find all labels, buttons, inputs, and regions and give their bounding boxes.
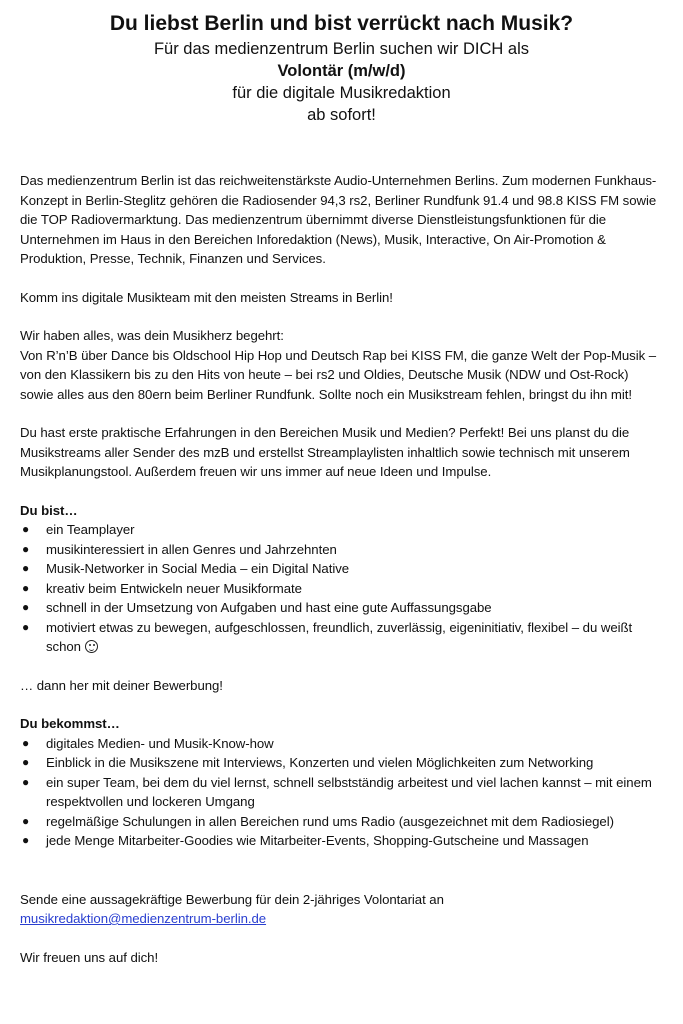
music-paragraph [20,326,663,404]
list-item-text: Musik-Networker in Social Media – ein Digital Native [46,561,350,576]
bullet-icon: ● [22,735,30,750]
list-item [20,579,663,599]
du-bist-heading: Du bist… [20,502,78,518]
signoff: Wir freuen uns auf dich! [20,949,159,965]
email-link[interactable]: musikredaktion@medienzentrum-berlin.de [20,911,267,926]
list-item [20,520,663,540]
du-bekommst-list [20,734,663,851]
bullet-icon: ● [22,833,30,847]
subtitle-line-3: für die digitale Musikredaktion [232,84,451,102]
list-item-text: schnell in der Umsetzung von Aufgaben und hast eine gute Auffassungsgabe [46,600,492,615]
bullet-icon: ● [22,580,30,595]
list-item-text: digitales Medien- und Musik-Know-how [46,735,274,751]
page-title: Du liebst Berlin und bist verrückt nach Musik? [109,12,574,35]
application-text: Sende eine aussagekräftige Bewerbung für dein 2-jähriges Volontariat an [20,891,444,907]
list-item-text: ein super Team, bei dem du viel lernst, schnell selbstständig arbeitest und viel lachen kannst – mit einem respektvollen und lockeren Umgang [46,774,652,809]
list-item [20,812,663,832]
posting-header [20,10,663,126]
winking-smiley-icon [85,640,98,653]
posting-body [20,171,663,967]
spacer [20,870,663,890]
bullet-icon: ● [22,619,30,634]
experience-paragraph: Du hast erste praktische Erfahrungen in den Bereichen Musik und Medien? Perfekt! Bei uns planst du die Musikstreams aller Sender des mzB und erstellst Streamplaylisten inhaltlich sowie technisch mit unserem Musikplanungstool. Außerdem freuen wir uns immer auf neue Ideen und Impulse. [20,425,630,479]
list-item [20,559,663,579]
list-item [20,831,663,851]
bullet-icon: ● [22,813,30,828]
list-item-text: ein Teamplayer [46,522,135,537]
music-paragraph-line-2: Von R’n’B über Dance bis Oldschool Hip Hop und Deutsch Rap bei KISS FM, die ganze Welt der Pop-Musik – von den Klassikern bis zu den Hits von heute – bei rs2 und Oldies, Deutsche Musik (NDW und Ost-Rock) sowie alles aus den 80ern beim Berliner Rundfunk. Sollte noch ein Musikstream fehlen, bringst du ihn mit! [20,347,657,402]
subtitle-line-4: ab sofort! [307,106,376,124]
bullet-icon: ● [22,774,30,789]
bullet-icon: ● [22,522,30,536]
list-item [20,598,663,618]
call-to-action: … dann her mit deiner Bewerbung! [20,677,223,693]
du-bekommst-heading: Du bekommst… [20,716,120,731]
music-paragraph-line-1: Wir haben alles, was dein Musikherz begehrt: [20,328,284,343]
list-item-text: jede Menge Mitarbeiter-Goodies wie Mitarbeiter-Events, Shopping-Gutscheine und Massagen [46,833,589,848]
subtitle-line-1: Für das medienzentrum Berlin suchen wir DICH als [153,40,530,58]
list-item-text: kreativ beim Entwickeln neuer Musikformate [46,580,302,596]
list-item-text: motiviert etwas zu bewegen, aufgeschlossen, freundlich, zuverlässig, eigeninitiativ, flexibel – du weißt schon [46,619,633,654]
list-item [20,753,663,773]
list-item-text: Einblick in die Musikszene mit Interviews, Konzerten und vielen Möglichkeiten zum Networking [46,755,594,770]
bullet-icon: ● [22,561,30,575]
spacer [20,126,663,171]
list-item [20,734,663,754]
list-item [20,618,663,657]
team-paragraph: Komm ins digitale Musikteam mit den meisten Streams in Berlin! [20,289,393,305]
list-item-text: musikinteressiert in allen Genres und Jahrzehnten [46,541,337,557]
bullet-icon: ● [22,600,30,614]
list-item [20,540,663,560]
list-item [20,773,663,812]
du-bist-list [20,520,663,657]
list-item-text: regelmäßige Schulungen in allen Bereichen rund ums Radio (ausgezeichnet mit dem Radiosiegel) [46,813,614,829]
intro-paragraph: Das medienzentrum Berlin ist das reichweitenstärkste Audio-Unternehmen Berlins. Zum modernen Funkhaus-Konzept in Berlin-Steglitz gehören die Radiosender 94,3 rs2, Berliner Rundfunk 91.4 und 98.8 KISS FM sowie die TOP Radiovermarktung. Das medienzentrum übernimmt diverse Dienstleistungsfunktionen für die Unternehmen im Haus in den Bereichen Inforedaktion (News), Musik, Interactive, On Air-Promotion & Produktion, Presse, Technik, Finanzen und Services. [20,173,657,266]
bullet-icon: ● [22,541,30,556]
bullet-icon: ● [22,755,30,769]
application-paragraph [20,890,663,929]
position-title: Volontär (m/w/d) [277,62,406,80]
